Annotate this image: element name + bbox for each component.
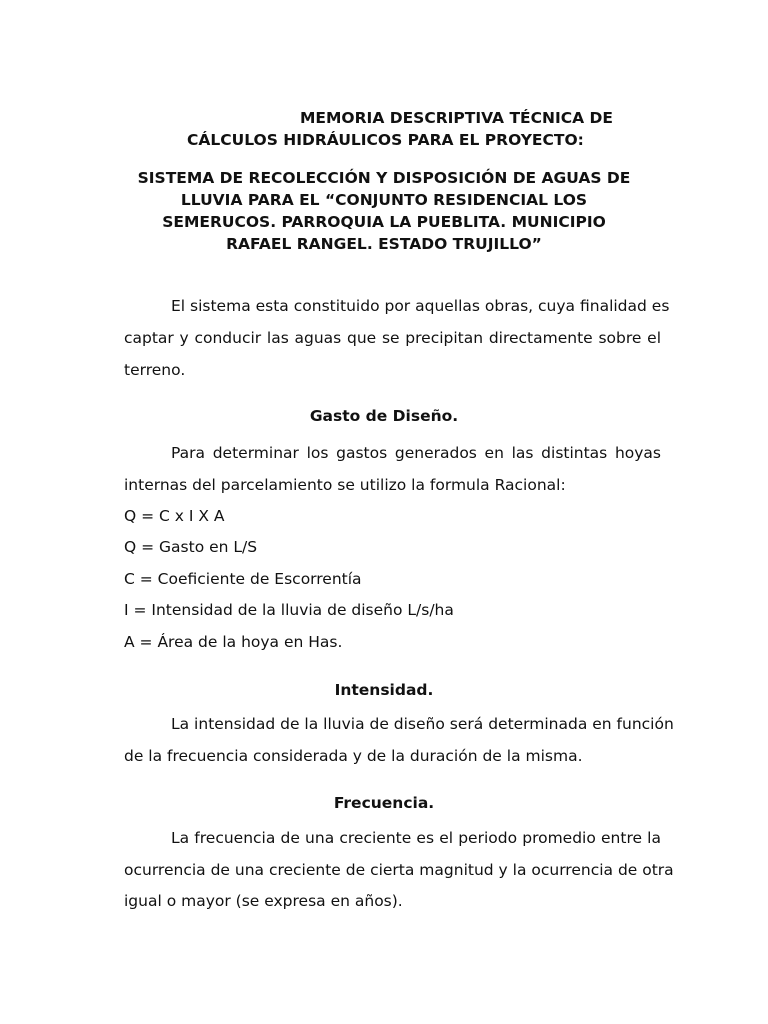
gasto-line-2: internas del parcelamiento se utilizo la formula Racional: [124, 476, 566, 494]
title-line-2: CÁLCULOS HIDRÁULICOS PARA EL PROYECTO: [187, 131, 584, 149]
subtitle-line-3: SEMERUCOS. PARROQUIA LA PUEBLITA. MUNICIPIO [162, 213, 606, 231]
formula-racional: Q = C x I X A [124, 507, 225, 525]
frecuencia-line-3: igual o mayor (se expresa en años). [124, 892, 403, 910]
gasto-line-1: Para determinar los gastos generados en las distintas hoyas [171, 444, 661, 462]
title-line-1: MEMORIA DESCRIPTIVA TÉCNICA DE [300, 109, 613, 127]
def-i: I = Intensidad de la lluvia de diseño L/s/ha [124, 601, 454, 619]
def-a: A = Área de la hoya en Has. [124, 633, 343, 651]
def-q: Q = Gasto en L/S [124, 538, 258, 556]
intensidad-line-1: La intensidad de la lluvia de diseño será determinada en función [171, 715, 674, 733]
subtitle-line-2: LLUVIA PARA EL “CONJUNTO RESIDENCIAL LOS [180, 191, 588, 209]
heading-frecuencia: Frecuencia. [333, 794, 435, 812]
subtitle-line-4: RAFAEL RANGEL. ESTADO TRUJILLO” [226, 235, 542, 253]
def-c: C = Coeficiente de Escorrentía [124, 570, 362, 588]
intro-line-2: captar y conducir las aguas que se precipitan directamente sobre el [124, 329, 661, 347]
heading-gasto: Gasto de Diseño. [309, 407, 459, 425]
intro-line-1: El sistema esta constituido por aquellas obras, cuya finalidad es [171, 297, 670, 315]
intro-line-3: terreno. [124, 361, 186, 379]
frecuencia-line-1: La frecuencia de una creciente es el periodo promedio entre la [171, 829, 661, 847]
frecuencia-line-2: ocurrencia de una creciente de cierta magnitud y la ocurrencia de otra [124, 861, 674, 879]
heading-intensidad: Intensidad. [334, 681, 434, 699]
subtitle-line-1: SISTEMA DE RECOLECCIÓN Y DISPOSICIÓN DE AGUAS DE [137, 169, 631, 187]
intensidad-line-2: de la frecuencia considerada y de la duración de la misma. [124, 747, 583, 765]
